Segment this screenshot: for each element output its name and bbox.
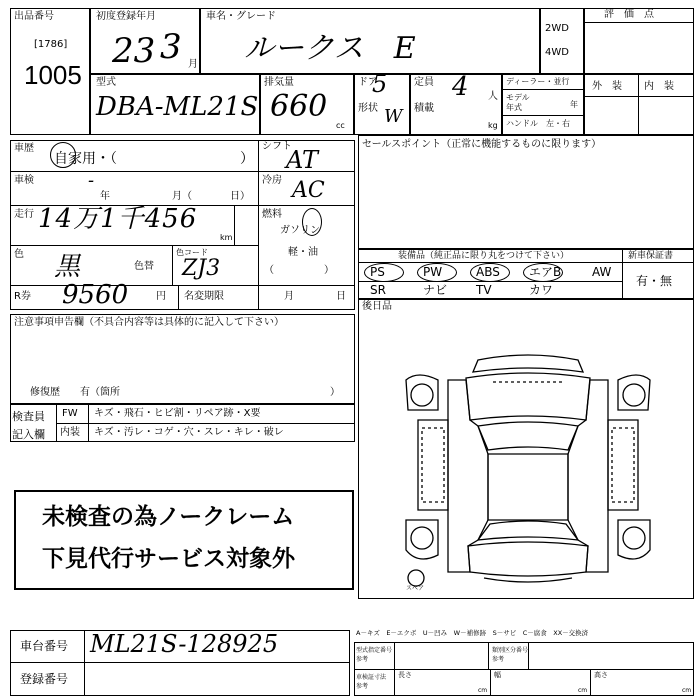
cap-value: 4	[452, 72, 469, 102]
first-reg-label: 初度登録年月	[96, 11, 156, 22]
repair-label: 修復歴 有（箇所	[30, 387, 120, 398]
color-code-label: 色コード	[176, 248, 208, 257]
equip-item: TV	[476, 283, 492, 297]
name-change-day: 日	[336, 291, 346, 302]
spare-label: スペア	[406, 585, 425, 592]
history-label: 車歴	[14, 143, 34, 154]
type-class-label: 類別区分番号 参考	[492, 647, 529, 663]
mileage-label: 走行	[14, 209, 34, 220]
equip-item: AW	[592, 265, 612, 279]
equip-circle	[364, 263, 404, 282]
equip-circle	[417, 263, 457, 282]
length-label: 長さ	[398, 671, 412, 679]
equip-label: 装備品（純正品に限り丸をつけて下さい）	[398, 251, 570, 261]
color-change-label: 色替	[134, 261, 154, 272]
fuel-paren: （ ）	[264, 265, 334, 276]
name-label: 車名・グレード	[206, 11, 276, 22]
door-value: 5	[372, 70, 388, 98]
model-label: 型式	[96, 77, 116, 88]
notes-label: 注意事項申告欄（不具合内容等は具体的に記入して下さい）	[14, 317, 284, 328]
year-unit: 年	[570, 100, 578, 109]
equip-item: PS	[370, 265, 385, 279]
fuel-diesel: 軽・油	[288, 247, 318, 258]
shape-value: W	[384, 106, 403, 127]
equip-item: PW	[423, 265, 443, 279]
recycle-unit: 円	[156, 291, 166, 302]
shaken-year: 年	[100, 191, 110, 202]
score-label: 評 価 点	[604, 9, 654, 20]
shaken-day: 日）	[230, 191, 250, 202]
interior-text: キズ・汚レ・コゲ・穴・スレ・キレ・破レ	[94, 427, 284, 438]
fuel-label: 燃料	[262, 209, 282, 220]
shift-label: シフト	[262, 141, 292, 152]
fuel-gas: ガソリン	[280, 225, 320, 236]
repair-close: ）	[330, 387, 340, 398]
color-value: 黒	[54, 252, 81, 282]
shape-label: 形状	[358, 103, 378, 114]
first-reg-month-suffix: 月	[188, 59, 198, 70]
width-label: 幅	[494, 671, 501, 679]
model-class-label: 型式指定番号 参考	[356, 647, 393, 663]
first-reg-month: 3	[160, 27, 182, 67]
equip-item: カワ	[529, 283, 554, 297]
ac-value: AC	[292, 178, 325, 203]
equip-item: ナビ	[423, 283, 448, 297]
chassis-label: 車台番号	[20, 639, 69, 653]
height-unit: cm	[682, 687, 692, 694]
after-fit-label: 後日品	[362, 301, 392, 312]
reg-label: 登録番号	[20, 672, 69, 686]
sales-point-label: セールスポイント（正常に機能するものに限ります）	[362, 139, 602, 150]
disp-unit: cc	[336, 121, 345, 130]
notice-line1: 未検査の為ノークレーム	[42, 504, 295, 530]
model-year-label: モデル 年式	[506, 93, 530, 112]
notice-line2: 下見代行サービス対象外	[42, 546, 295, 572]
equip-circle	[470, 263, 510, 282]
width-unit: cm	[578, 687, 588, 694]
first-reg-value: 23	[112, 31, 156, 71]
lot-small: [1786]	[34, 39, 68, 50]
ext-label: 外 装	[592, 81, 622, 92]
history-value: 自家用・（	[54, 151, 117, 167]
sales-box	[358, 135, 694, 249]
car-diagram	[398, 350, 658, 600]
shaken-label: 車検	[14, 175, 34, 186]
shaken-month: 月（	[172, 191, 192, 202]
drive-box	[540, 8, 584, 74]
history-circle	[50, 142, 76, 168]
history-close: ）	[240, 151, 254, 167]
interior-label: 内装	[60, 427, 80, 438]
shift-value: AT	[286, 146, 319, 174]
handle-label: ハンドル 左・右	[506, 119, 570, 128]
equip-item: SR	[370, 283, 386, 297]
model-value: DBA-ML21S	[96, 92, 259, 122]
mileage-unit: km	[220, 233, 233, 242]
load-label: 積載	[414, 103, 434, 114]
cap-unit: 人	[488, 91, 498, 102]
fw-text: キズ・飛石・ヒビ割・リペア跡・X要	[94, 408, 261, 419]
drive-2wd: 2WD	[545, 23, 569, 34]
mileage-value: 14万1千456	[38, 204, 198, 234]
length-unit: cm	[478, 687, 488, 694]
disp-value: 660	[270, 89, 328, 124]
cap-label: 定員	[414, 77, 434, 88]
name-change-month: 月	[284, 291, 294, 302]
dealer-label: ディーラー・並行	[506, 77, 570, 86]
height-label: 高さ	[594, 671, 608, 679]
drive-4wd: 4WD	[545, 47, 569, 58]
warranty-value: 有・無	[636, 274, 673, 288]
equip-item: エアB	[529, 265, 562, 279]
fw-label: FW	[62, 408, 78, 419]
inspector-label: 検査員 記入欄	[12, 410, 45, 441]
color-label: 色	[14, 249, 24, 260]
ac-label: 冷房	[262, 175, 282, 186]
lot-number: 1005	[24, 60, 82, 90]
equip-item: ABS	[476, 265, 500, 279]
door-label: ドア	[358, 77, 378, 88]
load-unit: kg	[488, 121, 498, 130]
equip-circle	[523, 263, 563, 282]
recycle-value: 9560	[62, 280, 129, 310]
disp-label: 排気量	[264, 77, 294, 88]
int-label: 内 装	[644, 81, 674, 92]
dims-label: 車検証寸法 参考	[356, 674, 387, 690]
name-value: ルークス E	[244, 31, 416, 66]
shaken-value: -	[88, 170, 95, 191]
chassis-value: ML21S-128925	[90, 630, 279, 658]
name-change-label: 名変期限	[184, 291, 224, 302]
recycle-label: R券	[14, 291, 31, 302]
legend: A－キズ E－エクボ U－凹み W－補修跡 S－サビ C－腐食 XX－交換済	[356, 629, 589, 637]
lot-label: 出品番号	[14, 11, 54, 22]
color-code-value: ZJ3	[182, 256, 221, 281]
warranty-label: 新車保証書	[628, 251, 674, 261]
